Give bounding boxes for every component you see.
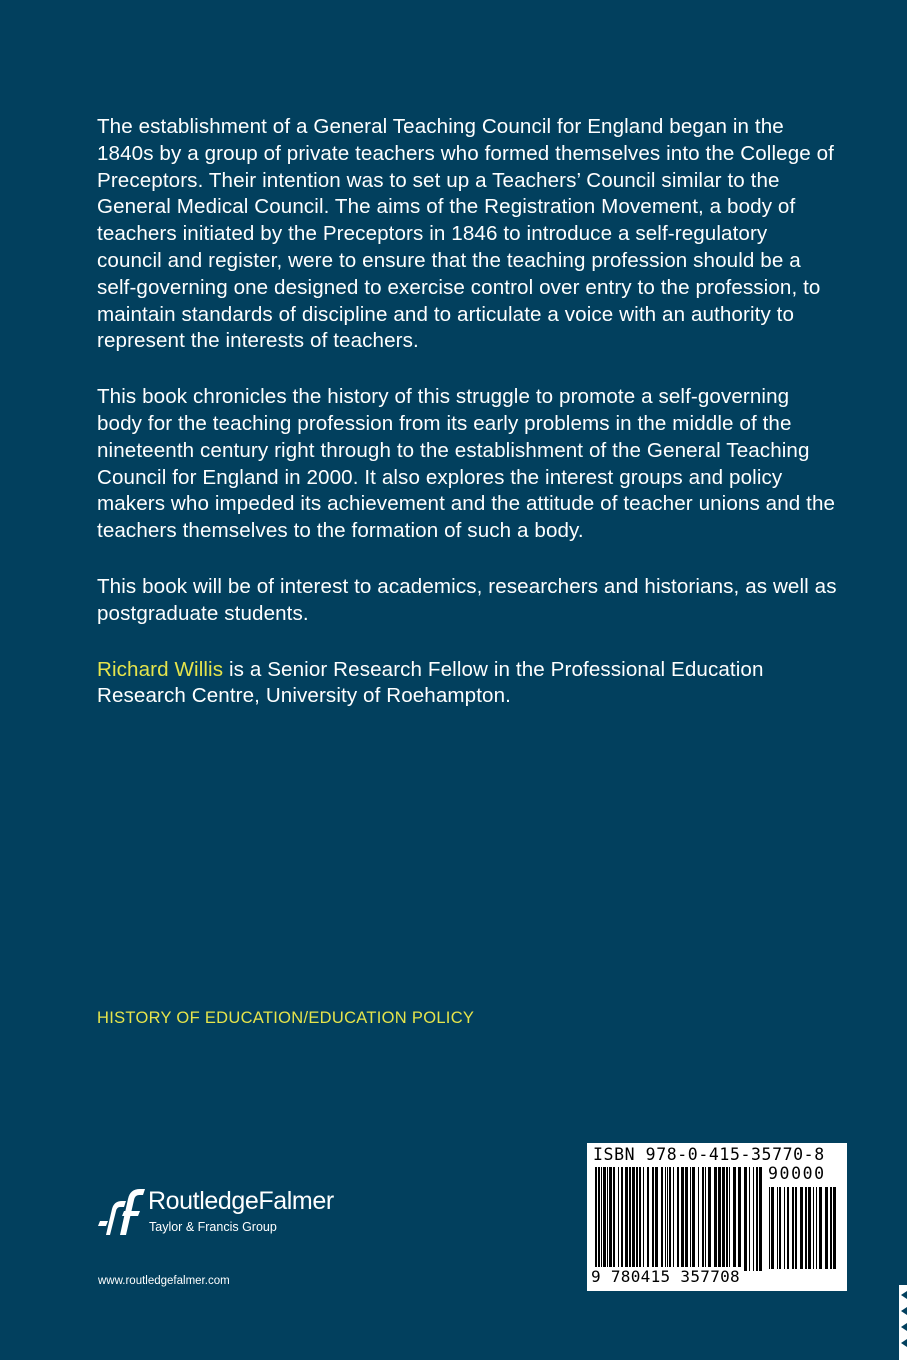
blurb-paragraph-3: This book will be of interest to academics, researchers and historians, as well as postgraduate students. (97, 574, 837, 625)
price-code: 90000 (768, 1164, 826, 1183)
blurb-paragraph-2: This book chronicles the history of this struggle to promote a self-governing body for the teaching profession from its early problems in the middle of the nineteenth century right through to the establishment of the General Teaching Council for England in 2000. It also explores the interest groups and policy makers who impeded its achievement and the attitude of teacher unions and the teachers themselves to the formation of such a body. (97, 385, 836, 543)
routledge-rf-logo-icon (98, 1185, 146, 1237)
blurb-paragraph-1: The establishment of a General Teaching Council for England began in the 1840s by a group of private teachers who formed themselves into the College of Preceptors. Their intention was to set up a Teachers’ Council similar to the General Medical Council. The aims of the Registration Movement, a body of teachers initiated by the Preceptors in 1846 to introduce a self-regulatory council and register, were to ensure that the teaching profession should be a self-governing one designed to exercise control over entry to the profession, to maintain standards of discipline and to articulate a voice with an authority to represent the interests of teachers. (97, 115, 835, 353)
barcode-digits: 9 780415 357708 (591, 1267, 740, 1286)
barcode-addon-bars (769, 1187, 839, 1269)
isbn-label: ISBN 978-0-415-35770-8 (593, 1145, 825, 1164)
author-name: Richard Willis (97, 657, 224, 681)
publisher-name: RoutledgeFalmer (148, 1187, 334, 1215)
subject-category: HISTORY OF EDUCATION/EDUCATION POLICY (97, 1009, 475, 1027)
barcode-bars (595, 1167, 763, 1271)
publisher-group: Taylor & Francis Group (149, 1220, 277, 1234)
author-bio-text: is a Senior Research Fellow in the Professional Education Research Centre, University of Roehampton. (97, 657, 764, 708)
blurb (97, 114, 837, 739)
author-bio (97, 657, 837, 711)
publisher-website: www.routledgefalmer.com (98, 1275, 230, 1287)
edge-marks (899, 1285, 907, 1360)
isbn-barcode (587, 1143, 847, 1291)
